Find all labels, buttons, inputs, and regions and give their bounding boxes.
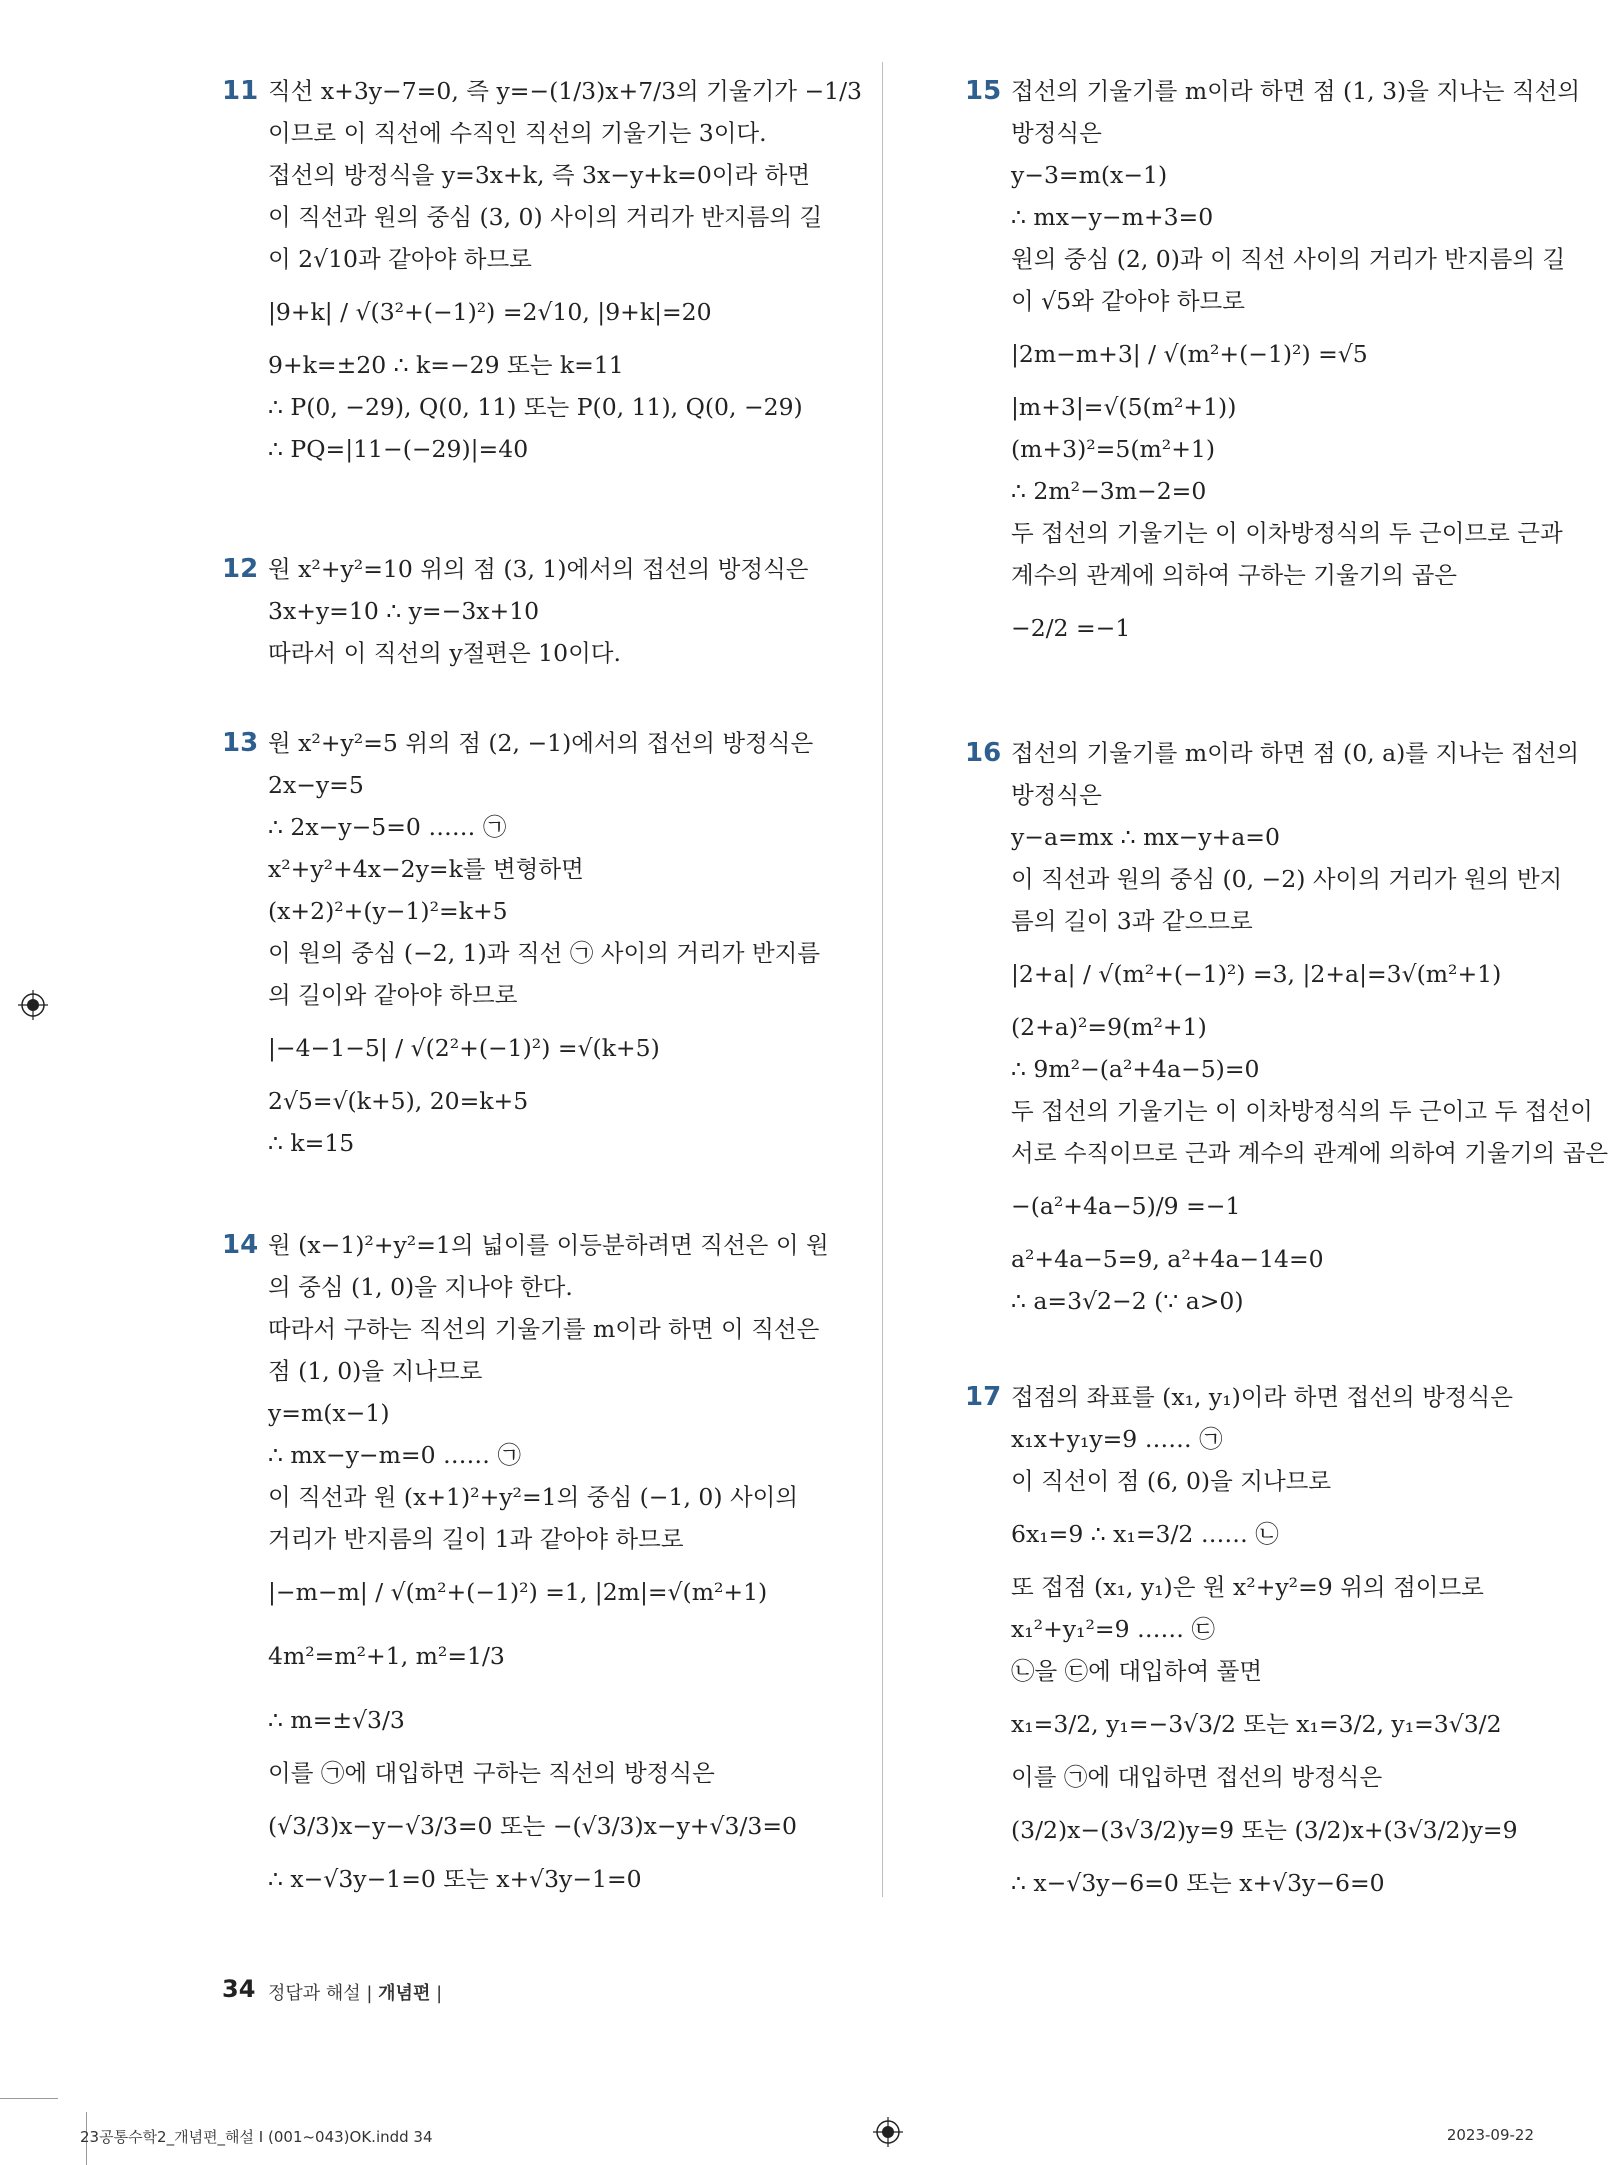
solution-line: ∴ 2m²−3m−2=0 [1011,477,1207,505]
footer-title: 정답과 해설 | 개념편 | [268,1983,443,2004]
solution-line: |m+3|=√(5(m²+1)) [1011,393,1237,421]
problem-14 [222,1224,848,1900]
problem-number: 15 [965,76,1002,106]
solution-line: ∴ mx−y−m+3=0 [1011,203,1214,231]
solution-line: |−m−m| / √(m²+(−1)²) =1, |2m|=√(m²+1) [268,1578,768,1606]
problem-16 [965,732,1609,1322]
solution-line: 의 길이와 같아야 하므로 [268,981,518,1009]
registration-mark-icon [18,990,48,1020]
solution-line: x₁²+y₁²=9 …… ㉢ [1011,1615,1215,1643]
solution-line: 접선의 기울기를 m이라 하면 점 (0, a)를 지나는 접선의 [1011,739,1580,767]
solution-line: 이 직선과 원 (x+1)²+y²=1의 중심 (−1, 0) 사이의 [268,1483,799,1511]
solution-line: ∴ x−√3y−1=0 또는 x+√3y−1=0 [268,1865,642,1893]
solution-line: 원 (x−1)²+y²=1의 넓이를 이등분하려면 직선은 이 원 [268,1231,829,1259]
solution-line: ㉡을 ㉢에 대입하여 풀면 [1011,1657,1263,1685]
column-divider [882,62,883,1897]
problem-11 [222,70,862,470]
solution-line: (x+2)²+(y−1)²=k+5 [268,897,508,925]
problem-15 [965,70,1581,660]
solution-line: 접점의 좌표를 (x₁, y₁)이라 하면 접선의 방정식은 [1011,1383,1513,1411]
problem-number: 12 [222,554,259,584]
solution-line: 이므로 이 직선에 수직인 직선의 기울기는 3이다. [268,119,767,147]
solution-line: 접선의 기울기를 m이라 하면 점 (1, 3)을 지나는 직선의 [1011,77,1581,105]
solution-line: −2/2 =−1 [1011,614,1131,642]
trim-rule [0,2098,58,2099]
solution-line: 이 원의 중심 (−2, 1)과 직선 ㉠ 사이의 거리가 반지름 [268,939,821,967]
solution-line: ∴ k=15 [268,1129,355,1157]
solution-line: 9+k=±20 ∴ k=−29 또는 k=11 [268,351,624,379]
solution-line: 이를 ㉠에 대입하면 구하는 직선의 방정식은 [268,1759,715,1787]
solution-line: 이 √5와 같아야 하므로 [1011,287,1245,315]
solution-line: |2+a| / √(m²+(−1)²) =3, |2+a|=3√(m²+1) [1011,960,1502,988]
problem-13 [222,722,848,1164]
solution-line: ∴ a=3√2−2 (∵ a>0) [1011,1287,1244,1315]
solution-line: 이 직선이 점 (6, 0)을 지나므로 [1011,1467,1332,1495]
solution-line: 또 접점 (x₁, y₁)은 원 x²+y²=9 위의 점이므로 [1011,1573,1484,1601]
solution-line: 따라서 구하는 직선의 기울기를 m이라 하면 이 직선은 [268,1315,820,1343]
solution-line: 방정식은 [1011,781,1102,809]
solution-line: ∴ m=±√3/3 [268,1706,405,1734]
slug-filename: 23공통수학2_개념편_해설 I (001~043)OK.indd 34 [80,2128,433,2146]
problem-number: 16 [965,738,1002,768]
problem-17 [965,1376,1565,1904]
solution-line: y−3=m(x−1) [1011,161,1168,189]
solution-line: 원의 중심 (2, 0)과 이 직선 사이의 거리가 반지름의 길 [1011,245,1566,273]
solution-line: ∴ mx−y−m=0 …… ㉠ [268,1441,521,1469]
problem-number: 14 [222,1230,259,1260]
footer-title-bold: 개념편 [378,1983,431,2004]
solution-line: (m+3)²=5(m²+1) [1011,435,1216,463]
problem-number: 13 [222,728,259,758]
solution-line: x₁=3/2, y₁=−3√3/2 또는 x₁=3/2, y₁=3√3/2 [1011,1710,1502,1738]
solution-line: |2m−m+3| / √(m²+(−1)²) =√5 [1011,340,1368,368]
problem-number: 17 [965,1382,1002,1412]
solution-line: 두 접선의 기울기는 이 이차방정식의 두 근이므로 근과 [1011,519,1563,547]
solution-line: 거리가 반지름의 길이 1과 같아야 하므로 [268,1525,684,1553]
solution-line: (2+a)²=9(m²+1) [1011,1013,1207,1041]
page-number: 34 [222,1975,256,2003]
solution-line: 3x+y=10 ∴ y=−3x+10 [268,597,540,625]
solution-line: |−4−1−5| / √(2²+(−1)²) =√(k+5) [268,1034,660,1062]
solution-line: ∴ P(0, −29), Q(0, 11) 또는 P(0, 11), Q(0, −29) [268,393,803,421]
solution-line: 2x−y=5 [268,771,364,799]
solution-line: 따라서 이 직선의 y절편은 10이다. [268,639,621,667]
solution-line: ∴ 9m²−(a²+4a−5)=0 [1011,1055,1260,1083]
solution-line: y=m(x−1) [268,1399,390,1427]
solution-line: x₁x+y₁y=9 …… ㉠ [1011,1425,1223,1453]
solution-line: 접선의 방정식을 y=3x+k, 즉 3x−y+k=0이라 하면 [268,161,811,189]
solution-line: 계수의 관계에 의하여 구하는 기울기의 곱은 [1011,561,1457,589]
solution-line: 이 2√10과 같아야 하므로 [268,245,532,273]
solution-line: 름의 길이 3과 같으므로 [1011,907,1253,935]
solution-line: (3/2)x−(3√3/2)y=9 또는 (3/2)x+(3√3/2)y=9 [1011,1816,1518,1844]
solution-line: −(a²+4a−5)/9 =−1 [1011,1192,1241,1220]
solution-line: 2√5=√(k+5), 20=k+5 [268,1087,529,1115]
solution-line: ∴ 2x−y−5=0 …… ㉠ [268,813,507,841]
solution-line: 방정식은 [1011,119,1102,147]
solution-line: 이 직선과 원의 중심 (0, −2) 사이의 거리가 원의 반지 [1011,865,1563,893]
solution-line: 서로 수직이므로 근과 계수의 관계에 의하여 기울기의 곱은 [1011,1139,1609,1167]
solution-line: 6x₁=9 ∴ x₁=3/2 …… ㉡ [1011,1520,1279,1548]
slug-date: 2023-09-22 [1446,2126,1534,2144]
solution-line: ∴ x−√3y−6=0 또는 x+√3y−6=0 [1011,1869,1385,1897]
problem-number: 11 [222,76,259,106]
solution-line: |9+k| / √(3²+(−1)²) =2√10, |9+k|=20 [268,298,712,326]
solution-line: 직선 x+3y−7=0, 즉 y=−(1/3)x+7/3의 기울기가 −1/3 [268,77,862,105]
registration-mark-icon [873,2117,903,2147]
solution-line: 원 x²+y²=10 위의 점 (3, 1)에서의 접선의 방정식은 [268,555,809,583]
solution-line: x²+y²+4x−2y=k를 변형하면 [268,855,584,883]
solution-line: 원 x²+y²=5 위의 점 (2, −1)에서의 접선의 방정식은 [268,729,814,757]
solution-line: 의 중심 (1, 0)을 지나야 한다. [268,1273,573,1301]
solution-line: 이 직선과 원의 중심 (3, 0) 사이의 거리가 반지름의 길 [268,203,823,231]
solution-line: 점 (1, 0)을 지나므로 [268,1357,483,1385]
solution-line: 4m²=m²+1, m²=1/3 [268,1642,505,1670]
solution-line: ∴ PQ=|11−(−29)|=40 [268,435,529,463]
problem-12 [222,548,848,674]
solution-line: (√3/3)x−y−√3/3=0 또는 −(√3/3)x−y+√3/3=0 [268,1812,797,1840]
solution-line: 이를 ㉠에 대입하면 접선의 방정식은 [1011,1763,1383,1791]
solution-line: 두 접선의 기울기는 이 이차방정식의 두 근이고 두 접선이 [1011,1097,1593,1125]
solution-line: a²+4a−5=9, a²+4a−14=0 [1011,1245,1324,1273]
solution-line: y−a=mx ∴ mx−y+a=0 [1011,823,1280,851]
